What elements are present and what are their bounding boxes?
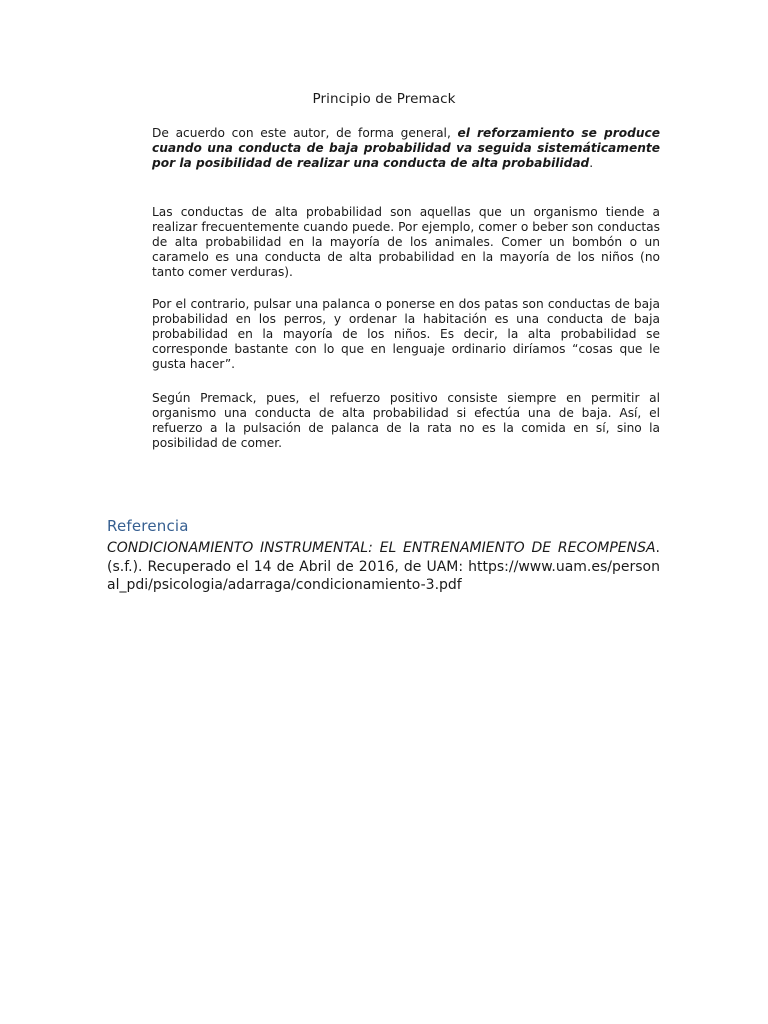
reference-heading: Referencia (107, 517, 189, 535)
reference-details: . (s.f.). Recuperado el 14 de Abril de 2016, de UAM: (107, 540, 660, 575)
page-title: Principio de Premack (312, 91, 456, 107)
paragraph-intro-text: De acuerdo con este autor, de forma general, (152, 126, 458, 140)
paragraph-emphasis-text: el reforzamiento se produce cuando una conducta de baja probabilidad va seguida sistemáticamente por la posibilidad de realizar una conducta de alta probabilidad (152, 126, 660, 170)
reference-citation (107, 539, 660, 595)
reference-url-link[interactable]: https://www.uam.es/personal_pdi/psicologia/adarraga/condicionamiento-3.pdf (107, 558, 660, 593)
paragraph-text: Según Premack, pues, el refuerzo positivo consiste siempre en permitir al organismo una conducta de alta probabilidad si efectúa una de baja. Así, el refuerzo a la pulsación de palanca de la rata no es la comida en sí, sino la posibilidad de comer. (152, 391, 660, 450)
paragraph-text: Las conductas de alta probabilidad son aquellas que un organismo tiende a realizar frecuentemente cuando puede. Por ejemplo, comer o beber son conductas de alta probabilidad en la mayoría de los animales. Comer un bombón o un caramelo es una conducta de alta probabilidad en la mayoría de los niños (no tanto comer verduras). (152, 205, 660, 279)
paragraph-text: Por el contrario, pulsar una palanca o ponerse en dos patas son conductas de baja probabilidad en los perros, y ordenar la habitación es una conducta de baja probabilidad en la mayoría de los niños. Es decir, la alta probabilidad se corresponde bastante con lo que en lenguaje ordinario diríamos “cosas que le gusta hacer”. (152, 297, 660, 371)
paragraph-low-probability (152, 297, 660, 372)
paragraph-positive-reinforcement (152, 391, 660, 451)
paragraph-high-probability (152, 205, 660, 280)
paragraph-definition (152, 126, 660, 171)
reference-work-title: CONDICIONAMIENTO INSTRUMENTAL: EL ENTRENAMIENTO DE RECOMPENSA (107, 540, 656, 556)
paragraph-end-text: . (589, 156, 594, 170)
